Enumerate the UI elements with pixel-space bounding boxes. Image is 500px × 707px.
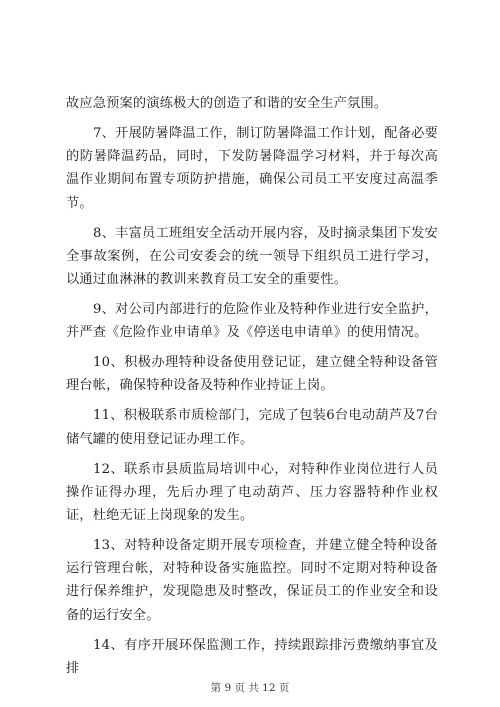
document-body — [66, 92, 438, 687]
paragraph-item-14: 14、有序开展环保监测工作，持续跟踪排污费缴纳事宜及排 — [66, 637, 438, 676]
paragraph-item-10: 10、积极办理特种设备使用登记证，建立健全特种设备管理台帐，确保特种设备及特种作业持证上岗。 — [66, 355, 438, 394]
paragraph-item-12: 12、联系市县质监局培训中心，对特种作业岗位进行人员操作证得办理，先后办理了电动葫芦、压力容器特种作业权证，杜绝无证上岗现象的发生。 — [66, 461, 438, 524]
paragraph-item-8: 8、丰富员工班组安全活动开展内容，及时摘录集团下发安全事故案例，在公司安委会的统一领导下组织员工进行学习，以通过血淋淋的教训来教育员工安全的重要性。 — [66, 225, 438, 288]
paragraph-emergency-drill: 故应急预案的演练极大的创造了和谐的安全生产氛围。 — [66, 96, 388, 111]
paragraph-item-9: 9、对公司内部进行的危险作业及特种作业进行安全监护，并严查《危险作业申请单》及《停送电申请单》的使用情况。 — [66, 302, 438, 341]
page-number-footer: 第 9 页 共 12 页 — [210, 682, 290, 694]
paragraph-item-13: 13、对特种设备定期开展专项检查，并建立健全特种设备运行管理台帐，对特种设备实施监控。同时不定期对特种设备进行保养维护，发现隐患及时整改，保证员工的作业安全和设备的运行安全。 — [66, 538, 438, 623]
paragraph-item-11: 11、积极联系市质检部门，完成了包装6台电动葫芦及7台储气罐的使用登记证办理工作。 — [66, 408, 438, 447]
paragraph-item-7: 7、开展防暑降温工作，制订防暑降温工作计划，配备必要的防暑降温药品，同时，下发防暑降温学习材料，并于每次高温作业期间布置专项防护措施，确保公司员工平安度过高温季节。 — [66, 126, 438, 211]
